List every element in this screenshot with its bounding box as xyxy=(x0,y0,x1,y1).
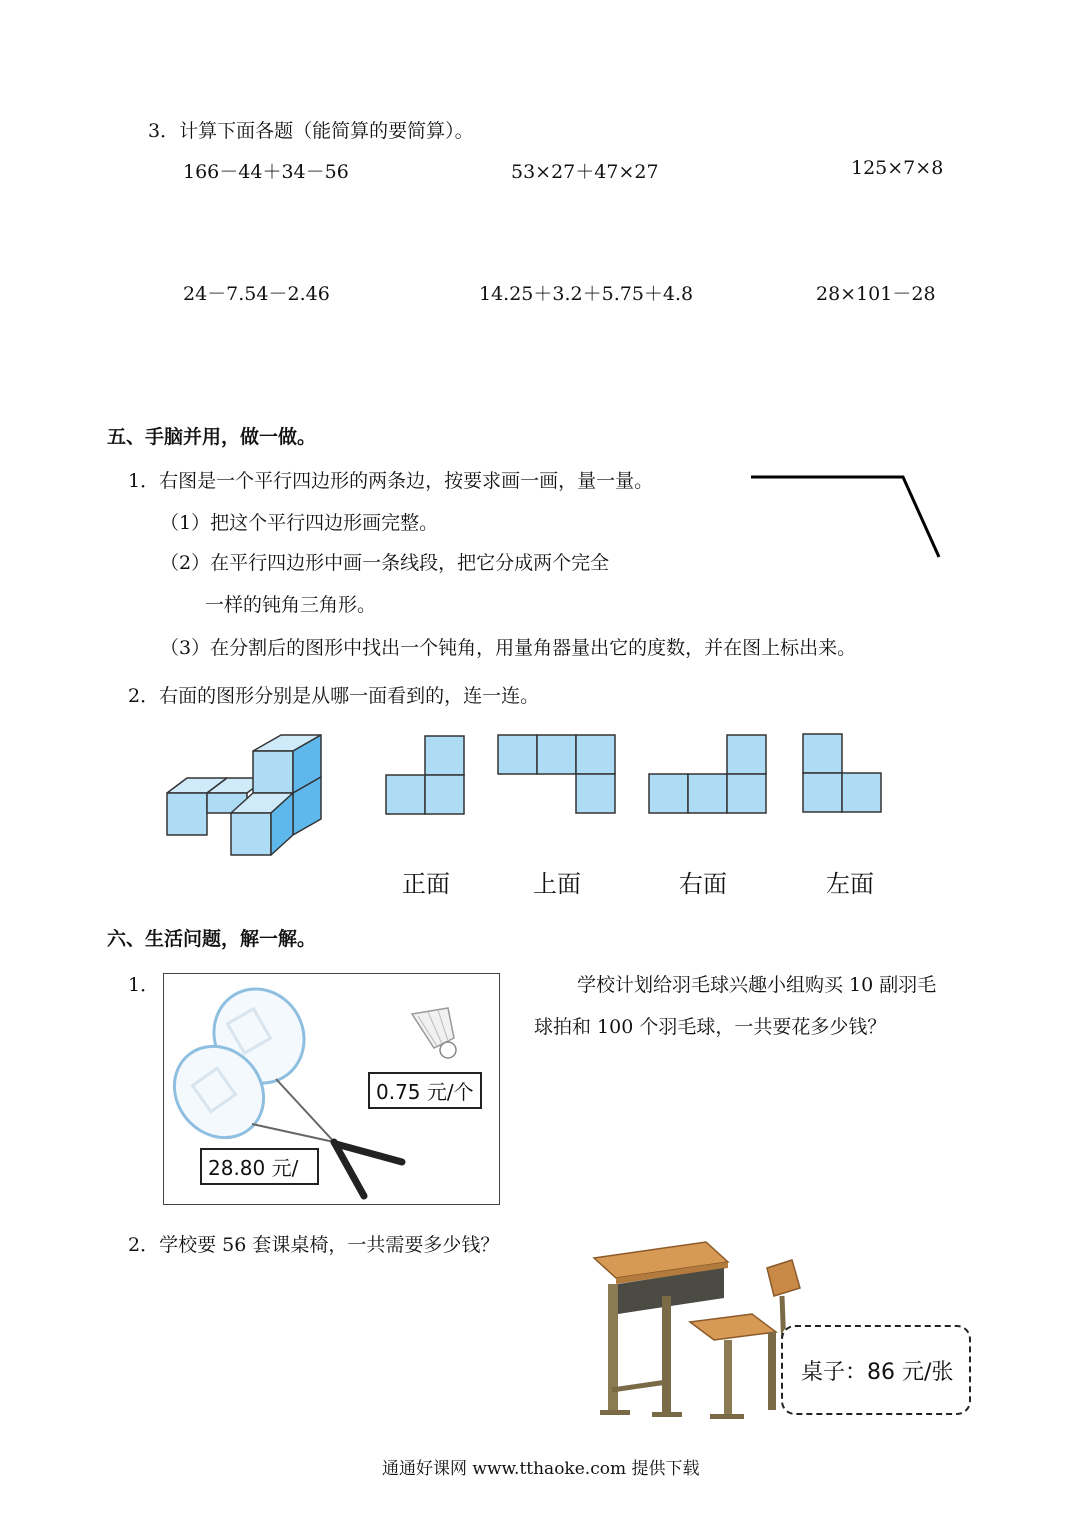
parallelogram-two-sides xyxy=(745,465,945,565)
view-label-left: 左面 xyxy=(826,870,874,898)
view-label-top: 上面 xyxy=(533,870,581,898)
section-6-heading: 六、生活问题，解一解。 xyxy=(107,928,317,950)
part5-q1-sub2-line2: 一样的钝角三角形。 xyxy=(205,594,377,616)
q3-title: 3．计算下面各题（能简算的要简算）。 xyxy=(148,120,474,142)
desk-price-box xyxy=(781,1325,971,1415)
part5-q1-text: 1．右图是一个平行四边形的两条边，按要求画一画，量一量。 xyxy=(128,470,654,492)
part6-q1-text-line2: 球拍和 100 个羽毛球，一共要花多少钱？ xyxy=(534,1016,887,1038)
badminton-picture xyxy=(163,973,500,1205)
shuttlecock-price-tag: 0.75 元/个 xyxy=(368,1072,482,1109)
part6-q2-text: 2．学校要 56 套课桌椅，一共需要多少钱？ xyxy=(128,1234,500,1256)
part5-q1-sub3: （3）在分割后的图形中找出一个钝角，用量角器量出它的度数，并在图上标出来。 xyxy=(160,637,857,659)
part5-q2-text: 2．右面的图形分别是从哪一面看到的，连一连。 xyxy=(128,685,540,707)
part5-q1-sub1: （1）把这个平行四边形画完整。 xyxy=(160,512,439,534)
expression-5: 14.25＋3.2＋5.75＋4.8 xyxy=(479,283,694,305)
view-label-front: 正面 xyxy=(402,870,450,898)
part6-q1-number: 1． xyxy=(128,974,160,996)
expression-2: 53×27＋47×27 xyxy=(511,161,659,183)
desk-and-chair-icon xyxy=(592,1240,812,1430)
desk-price-label: 桌子：86 元/张 xyxy=(801,1360,954,1385)
section-5-heading: 五、手脑并用，做一做。 xyxy=(107,426,317,448)
part6-q1-text-line1: 学校计划给羽毛球兴趣小组购买 10 副羽毛 xyxy=(577,974,937,996)
shuttlecock-icon xyxy=(404,1004,464,1064)
racket-price-tag: 28.80 元/ xyxy=(200,1148,319,1185)
cube-stack-figure xyxy=(165,733,335,863)
view-label-right: 右面 xyxy=(679,870,727,898)
expression-4: 24－7.54－2.46 xyxy=(183,283,330,305)
expression-3: 125×7×8 xyxy=(851,157,944,179)
expression-1: 166－44＋34－56 xyxy=(183,161,349,183)
part5-q1-sub2-line1: （2）在平行四边形中画一条线段，把它分成两个完全 xyxy=(160,552,610,574)
view-shape-4 xyxy=(802,733,892,823)
page-footer: 通通好课网 www.tthaoke.com 提供下载 xyxy=(382,1459,700,1479)
view-shape-2 xyxy=(497,734,627,824)
expression-6: 28×101－28 xyxy=(816,283,936,305)
view-shape-3 xyxy=(647,734,777,824)
view-shape-1 xyxy=(385,735,475,825)
